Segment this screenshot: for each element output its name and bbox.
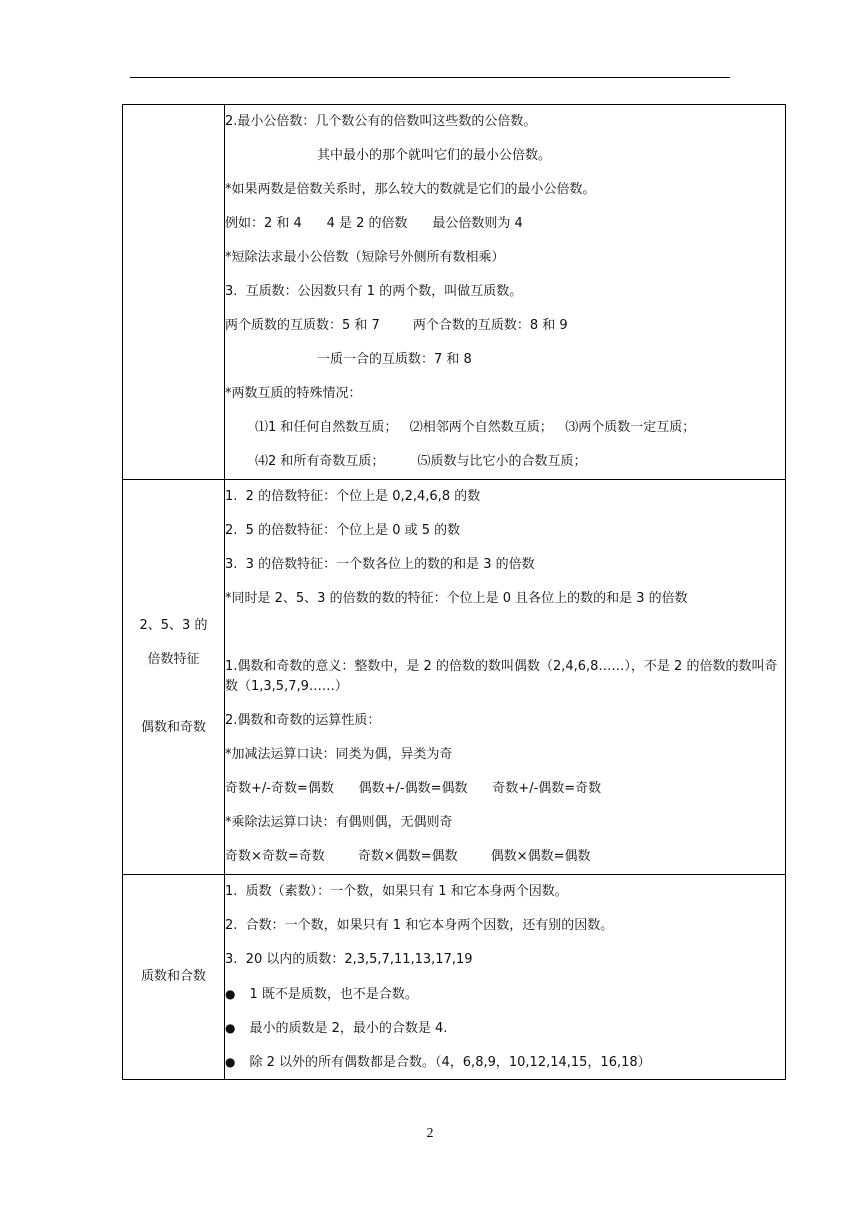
- bullet-text: 1 既不是质数，也不是合数。: [249, 987, 418, 1002]
- content-cell: [225, 480, 786, 875]
- table-row-multiples-parity: [123, 480, 786, 875]
- text-line: *两数互质的特殊情况：: [225, 386, 362, 401]
- text-line: 其中最小的那个就叫它们的最小公倍数。: [317, 148, 552, 163]
- notes-table: [122, 104, 786, 1080]
- header-rule: [130, 77, 730, 78]
- text-line: 1.偶数和奇数的意义：整数中，是 2 的倍数的数叫偶数（2,4,6,8……），不是 2 的倍数的数叫奇数（1,3,5,7,9……）: [225, 659, 778, 694]
- topic-label: 2、5、3 的: [139, 618, 208, 633]
- text-line: 2.最小公倍数：几个数公有的倍数叫这些数的公倍数。: [225, 114, 537, 129]
- text-line: 3. 3 的倍数特征：一个数各位上的数的和是 3 的倍数: [225, 557, 535, 572]
- text-line: 一质一合的互质数：7 和 8: [317, 352, 472, 367]
- bullet-text: 最小的质数是 2，最小的合数是 4.: [249, 1021, 448, 1036]
- bullet-text: 除 2 以外的所有偶数都是合数。（4，6,8,9，10,12,14,15，16,18）: [249, 1055, 651, 1070]
- topic-cell: [123, 105, 225, 480]
- text-line: ⑷2 和所有奇数互质； ⑸质数与比它小的合数互质；: [255, 454, 587, 469]
- text-line: 1. 质数（素数）：一个数，如果只有 1 和它本身两个因数。: [225, 884, 568, 899]
- topic-label: 偶数和奇数: [140, 720, 206, 735]
- text-line: *短除法求最小公倍数（短除号外侧所有数相乘）: [225, 250, 505, 265]
- bullet-item: [225, 1011, 785, 1045]
- topic-label: 质数和合数: [140, 969, 206, 984]
- content-cell: [225, 105, 786, 480]
- table-row-lcm-coprime: [123, 105, 786, 480]
- page-number: 2: [426, 1126, 434, 1141]
- bullet-item: [225, 977, 785, 1011]
- text-line: 奇数+/-奇数=偶数 偶数+/-偶数=偶数 奇数+/-偶数=奇数: [225, 781, 602, 796]
- bullet-item: [225, 1045, 785, 1079]
- bullet-icon: [225, 1021, 249, 1036]
- text-line: 两个质数的互质数：5 和 7 两个合数的互质数：8 和 9: [225, 318, 568, 333]
- text-line: *乘除法运算口诀：有偶则偶，无偶则奇: [225, 815, 453, 830]
- text-line: 2. 合数：一个数，如果只有 1 和它本身两个因数，还有别的因数。: [225, 918, 614, 933]
- content-cell: [225, 875, 786, 1080]
- text-line: 例如：2 和 4 4 是 2 的倍数 最公倍数则为 4: [225, 216, 523, 231]
- text-line: *加减法运算口诀：同类为偶，异类为奇: [225, 747, 453, 762]
- text-line: 3. 20 以内的质数：2,3,5,7,11,13,17,19: [225, 952, 473, 967]
- topic-cell: [123, 875, 225, 1080]
- text-line: ⑴1 和任何自然数互质； ⑵相邻两个自然数互质； ⑶两个质数一定互质；: [255, 420, 696, 435]
- topic-cell: [123, 480, 225, 875]
- text-line: 3. 互质数：公因数只有 1 的两个数，叫做互质数。: [225, 284, 523, 299]
- table-row-prime-composite: [123, 875, 786, 1080]
- bullet-icon: [225, 1055, 249, 1070]
- text-line: *如果两数是倍数关系时，那么较大的数就是它们的最小公倍数。: [225, 182, 596, 197]
- text-line: 1. 2 的倍数特征：个位上是 0,2,4,6,8 的数: [225, 489, 481, 504]
- bullet-icon: [225, 987, 249, 1002]
- text-line: 2. 5 的倍数特征：个位上是 0 或 5 的数: [225, 523, 461, 538]
- text-line: *同时是 2、5、3 的倍数的数的特征：个位上是 0 且各位上的数的和是 3 的倍数: [225, 591, 688, 606]
- topic-label: 倍数特征: [147, 652, 200, 667]
- text-line: 2.偶数和奇数的运算性质：: [225, 713, 381, 728]
- text-line: 奇数×奇数=奇数 奇数×偶数=偶数 偶数×偶数=偶数: [225, 849, 591, 864]
